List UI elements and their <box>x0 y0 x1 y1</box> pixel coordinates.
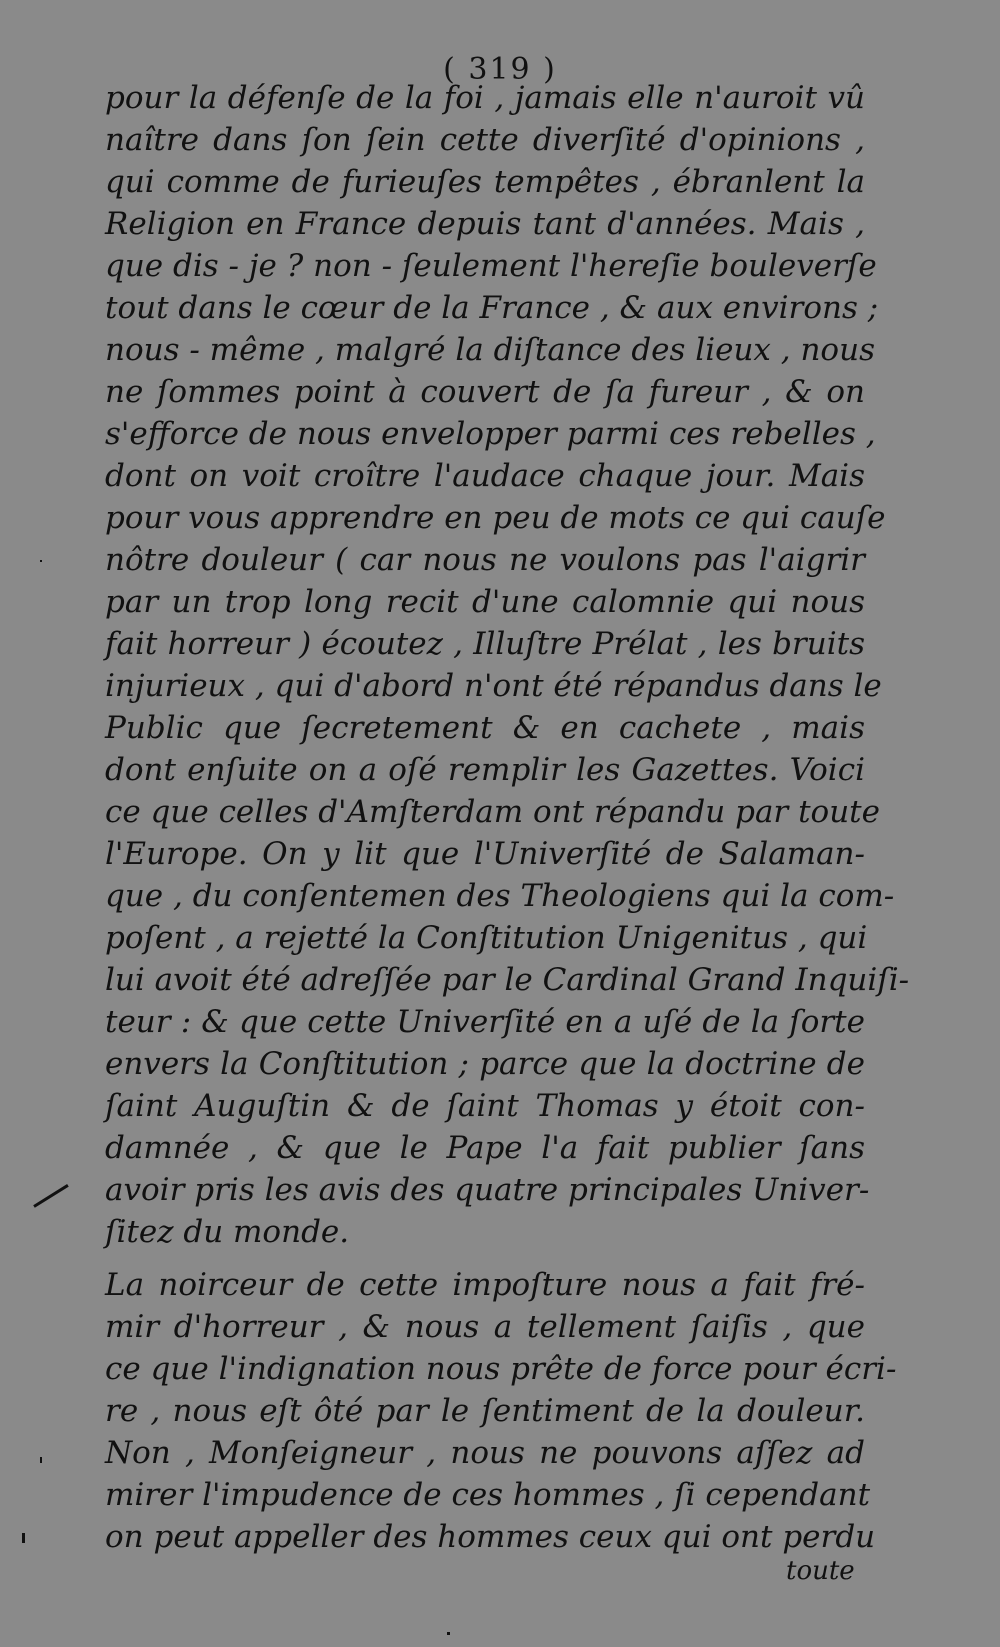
text-line: nôtre douleur ( car nous ne voulons pas l'aigrir <box>105 542 865 578</box>
text-line: tout dans le cœur de la France , & aux environs ; <box>105 290 879 326</box>
text-line: ce que l'indignation nous prête de force pour écri- <box>105 1351 897 1387</box>
text-line: ſitez du monde. <box>105 1214 350 1250</box>
ink-speck <box>447 1632 450 1635</box>
text-line: damnée , & que le Pape l'a fait publier ſans <box>105 1130 865 1166</box>
text-line: re , nous eſt ôté par le ſentiment de la douleur. <box>105 1393 865 1429</box>
margin-mark <box>33 1184 69 1208</box>
text-line: injurieux , qui d'abord n'ont été répandus dans le <box>105 668 882 704</box>
text-line: La noirceur de cette impoſture nous a fait fré- <box>105 1267 865 1303</box>
text-line: avoir pris les avis des quatre principales Univer- <box>105 1172 870 1208</box>
text-line: par un trop long recit d'une calomnie qui nous <box>105 584 865 620</box>
text-line: que dis - je ? non - ſeulement l'hereſie bouleverſe <box>105 248 877 284</box>
text-line: ne ſommes point à couvert de ſa fureur , & on <box>105 374 865 410</box>
text-line: on peut appeller des hommes ceux qui ont perdu <box>105 1519 876 1555</box>
text-line: ſaint Auguſtin & de ſaint Thomas y étoit con- <box>105 1088 865 1124</box>
ink-speck <box>40 1457 42 1463</box>
text-line: s'efforce de nous envelopper parmi ces rebelles , <box>105 416 876 452</box>
text-line: poſent , a rejetté la Conſtitution Unigenitus , qui <box>105 920 868 956</box>
text-line: envers la Conſtitution ; parce que la doctrine de <box>105 1046 865 1082</box>
text-line: que , du conſentemen des Theologiens qui la com- <box>105 878 895 914</box>
ink-speck <box>40 560 42 562</box>
text-line: lui avoit été adreſſée par le Cardinal Grand Inquiſi- <box>105 962 910 998</box>
text-line: mir d'horreur , & nous a tellement ſaiſis , que <box>105 1309 865 1345</box>
text-line: naître dans ſon ſein cette diverſité d'opinions , <box>105 122 865 158</box>
text-line: teur : & que cette Univerſité en a uſé de la ſorte <box>105 1004 865 1040</box>
text-line: ce que celles d'Amſterdam ont répandu par toute <box>105 794 880 830</box>
text-line: fait horreur ) écoutez , Illuſtre Prélat , les bruits <box>105 626 865 662</box>
text-line: nous - même , malgré la diſtance des lieux , nous <box>105 332 875 368</box>
text-line: dont on voit croître l'audace chaque jour. Mais <box>105 458 865 494</box>
ink-speck <box>22 1533 25 1543</box>
text-line: Religion en France depuis tant d'années. Mais , <box>105 206 865 242</box>
text-line: Non , Monſeigneur , nous ne pouvons aſſez ad <box>105 1435 865 1471</box>
page-number: ( 319 ) <box>443 52 557 87</box>
text-line: Public que ſecretement & en cachete , mais <box>105 710 865 746</box>
catchword: toute <box>786 1556 855 1586</box>
text-line: mirer l'impudence de ces hommes , ſi cependant <box>105 1477 871 1513</box>
text-line: pour vous apprendre en peu de mots ce qui cauſe <box>105 500 886 536</box>
text-line: dont enſuite on a oſé remplir les Gazettes. Voici <box>105 752 865 788</box>
text-line: pour la défenſe de la foi , jamais elle n'auroit vû <box>105 80 865 116</box>
text-line: qui comme de furieuſes tempêtes , ébranlent la <box>105 164 865 200</box>
text-line: l'Europe. On y lit que l'Univerſité de Salaman- <box>105 836 865 872</box>
